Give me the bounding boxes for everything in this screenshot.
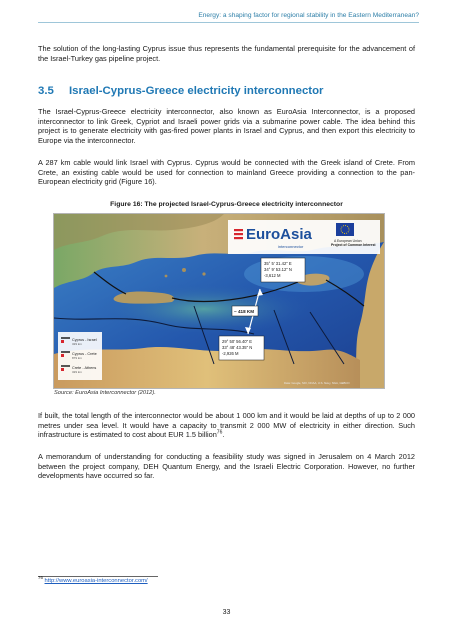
- svg-text:329 km: 329 km: [72, 370, 82, 374]
- coord-2-lat: 33° 48' 43.35" N: [222, 345, 253, 350]
- eu-flag-icon: [336, 223, 354, 236]
- island: [202, 272, 205, 275]
- section-title: Israel-Cyprus-Greece electricity interconnector: [69, 85, 324, 97]
- map-credit: Data: Google, SIO, NOAA, U.S. Navy, NGA, GEBCO: [284, 381, 350, 385]
- header-rule: [38, 22, 419, 23]
- island: [165, 275, 168, 278]
- logo-subtext: interconnector: [278, 244, 304, 249]
- svg-text:329 km: 329 km: [72, 342, 82, 346]
- running-header: Energy: a shaping factor for regional stability in the Eastern Mediterranean?: [198, 12, 419, 19]
- intro-paragraph: The solution of the long-lasting Cyprus issue thus represents the fundamental prerequisite for the advancement of the Israel-Turkey gas pipeline project.: [38, 44, 415, 63]
- coord-2-depth: -2,926 M: [222, 351, 239, 356]
- body-paragraph-4: A memorandum of understanding for conducting a feasibility study was signed in Jerusalem on 4 March 2012 between the project company, DEH Quantum Energy, and the Israeli Electric Corporation. However, no further developments have occurred so far.: [38, 452, 415, 481]
- logo-text: EuroAsia: [246, 226, 312, 243]
- svg-text:879 km: 879 km: [72, 356, 82, 360]
- footnote-link[interactable]: http://www.euroasia-interconnector.com/: [44, 578, 148, 584]
- coord-1-lon: 35° 5' 31.42" E: [264, 261, 292, 266]
- eu-badge-line-2: Project of Common Interest: [331, 243, 376, 247]
- footnote: [38, 575, 148, 584]
- page-number: 33: [222, 609, 231, 616]
- island: [182, 268, 186, 272]
- distance-label: ~ 418 KM: [234, 309, 255, 314]
- interconnector-map: [53, 213, 385, 389]
- footnote-rule: [38, 576, 158, 577]
- body-paragraph-3: [38, 411, 415, 440]
- svg-text:Crete - Athens: Crete - Athens: [72, 366, 97, 370]
- body-paragraph-1: The Israel-Cyprus-Greece electricity interconnector, also known as EuroAsia Interconnector, is a proposed interconnector to link Greek, Cypriot and Israeli power grids via a submarine power cable. The idea behind this project is to generate electricity with gas-fired power plants in Israel and Cyprus, and then export this electricity to Europe via the interconnector.: [38, 107, 415, 145]
- footnote-number: 76: [38, 575, 43, 581]
- figure-source: Source: EuroAsia Interconnector (2012).: [54, 390, 156, 396]
- footnote-ref: 76: [216, 429, 223, 436]
- mediterranean-ridge: [94, 283, 314, 335]
- section-number: 3.5: [38, 85, 54, 97]
- paragraph-3-end: .: [222, 430, 225, 440]
- body-paragraph-2: A 287 km cable would link Israel with Cyprus. Cyprus would be connected with the Greek island of Crete. From Crete, an existing cable would be used for connection to mainland Greece providing a connection to the pan-European electricity grid (Figure 16).: [38, 158, 415, 187]
- coord-1-lat: 34° 9' 53.12" N: [264, 267, 292, 272]
- svg-text:Cyprus - Israel: Cyprus - Israel: [72, 338, 97, 342]
- svg-text:Cyprus - Crete: Cyprus - Crete: [72, 352, 97, 356]
- figure-caption: Figure 16: The projected Israel-Cyprus-Greece electricity interconnector: [110, 201, 343, 208]
- coord-2-lon: 29° 50' 56.40" E: [222, 339, 253, 344]
- coord-1-depth: -3,612 M: [264, 273, 281, 278]
- euroasia-logo-mark: [234, 229, 243, 239]
- paragraph-3-text: If built, the total length of the interconnector would be about 1 000 km and it would be laid at depths of up to 2 000 metres under sea level. It would have a capacity to transmit 2 000 MW of electricity in either direction. Such infrastructure is estimated to cost about EUR 1.5 billion: [38, 411, 415, 440]
- section-heading: [38, 85, 415, 97]
- eu-badge-line-1: A European Union: [334, 239, 362, 243]
